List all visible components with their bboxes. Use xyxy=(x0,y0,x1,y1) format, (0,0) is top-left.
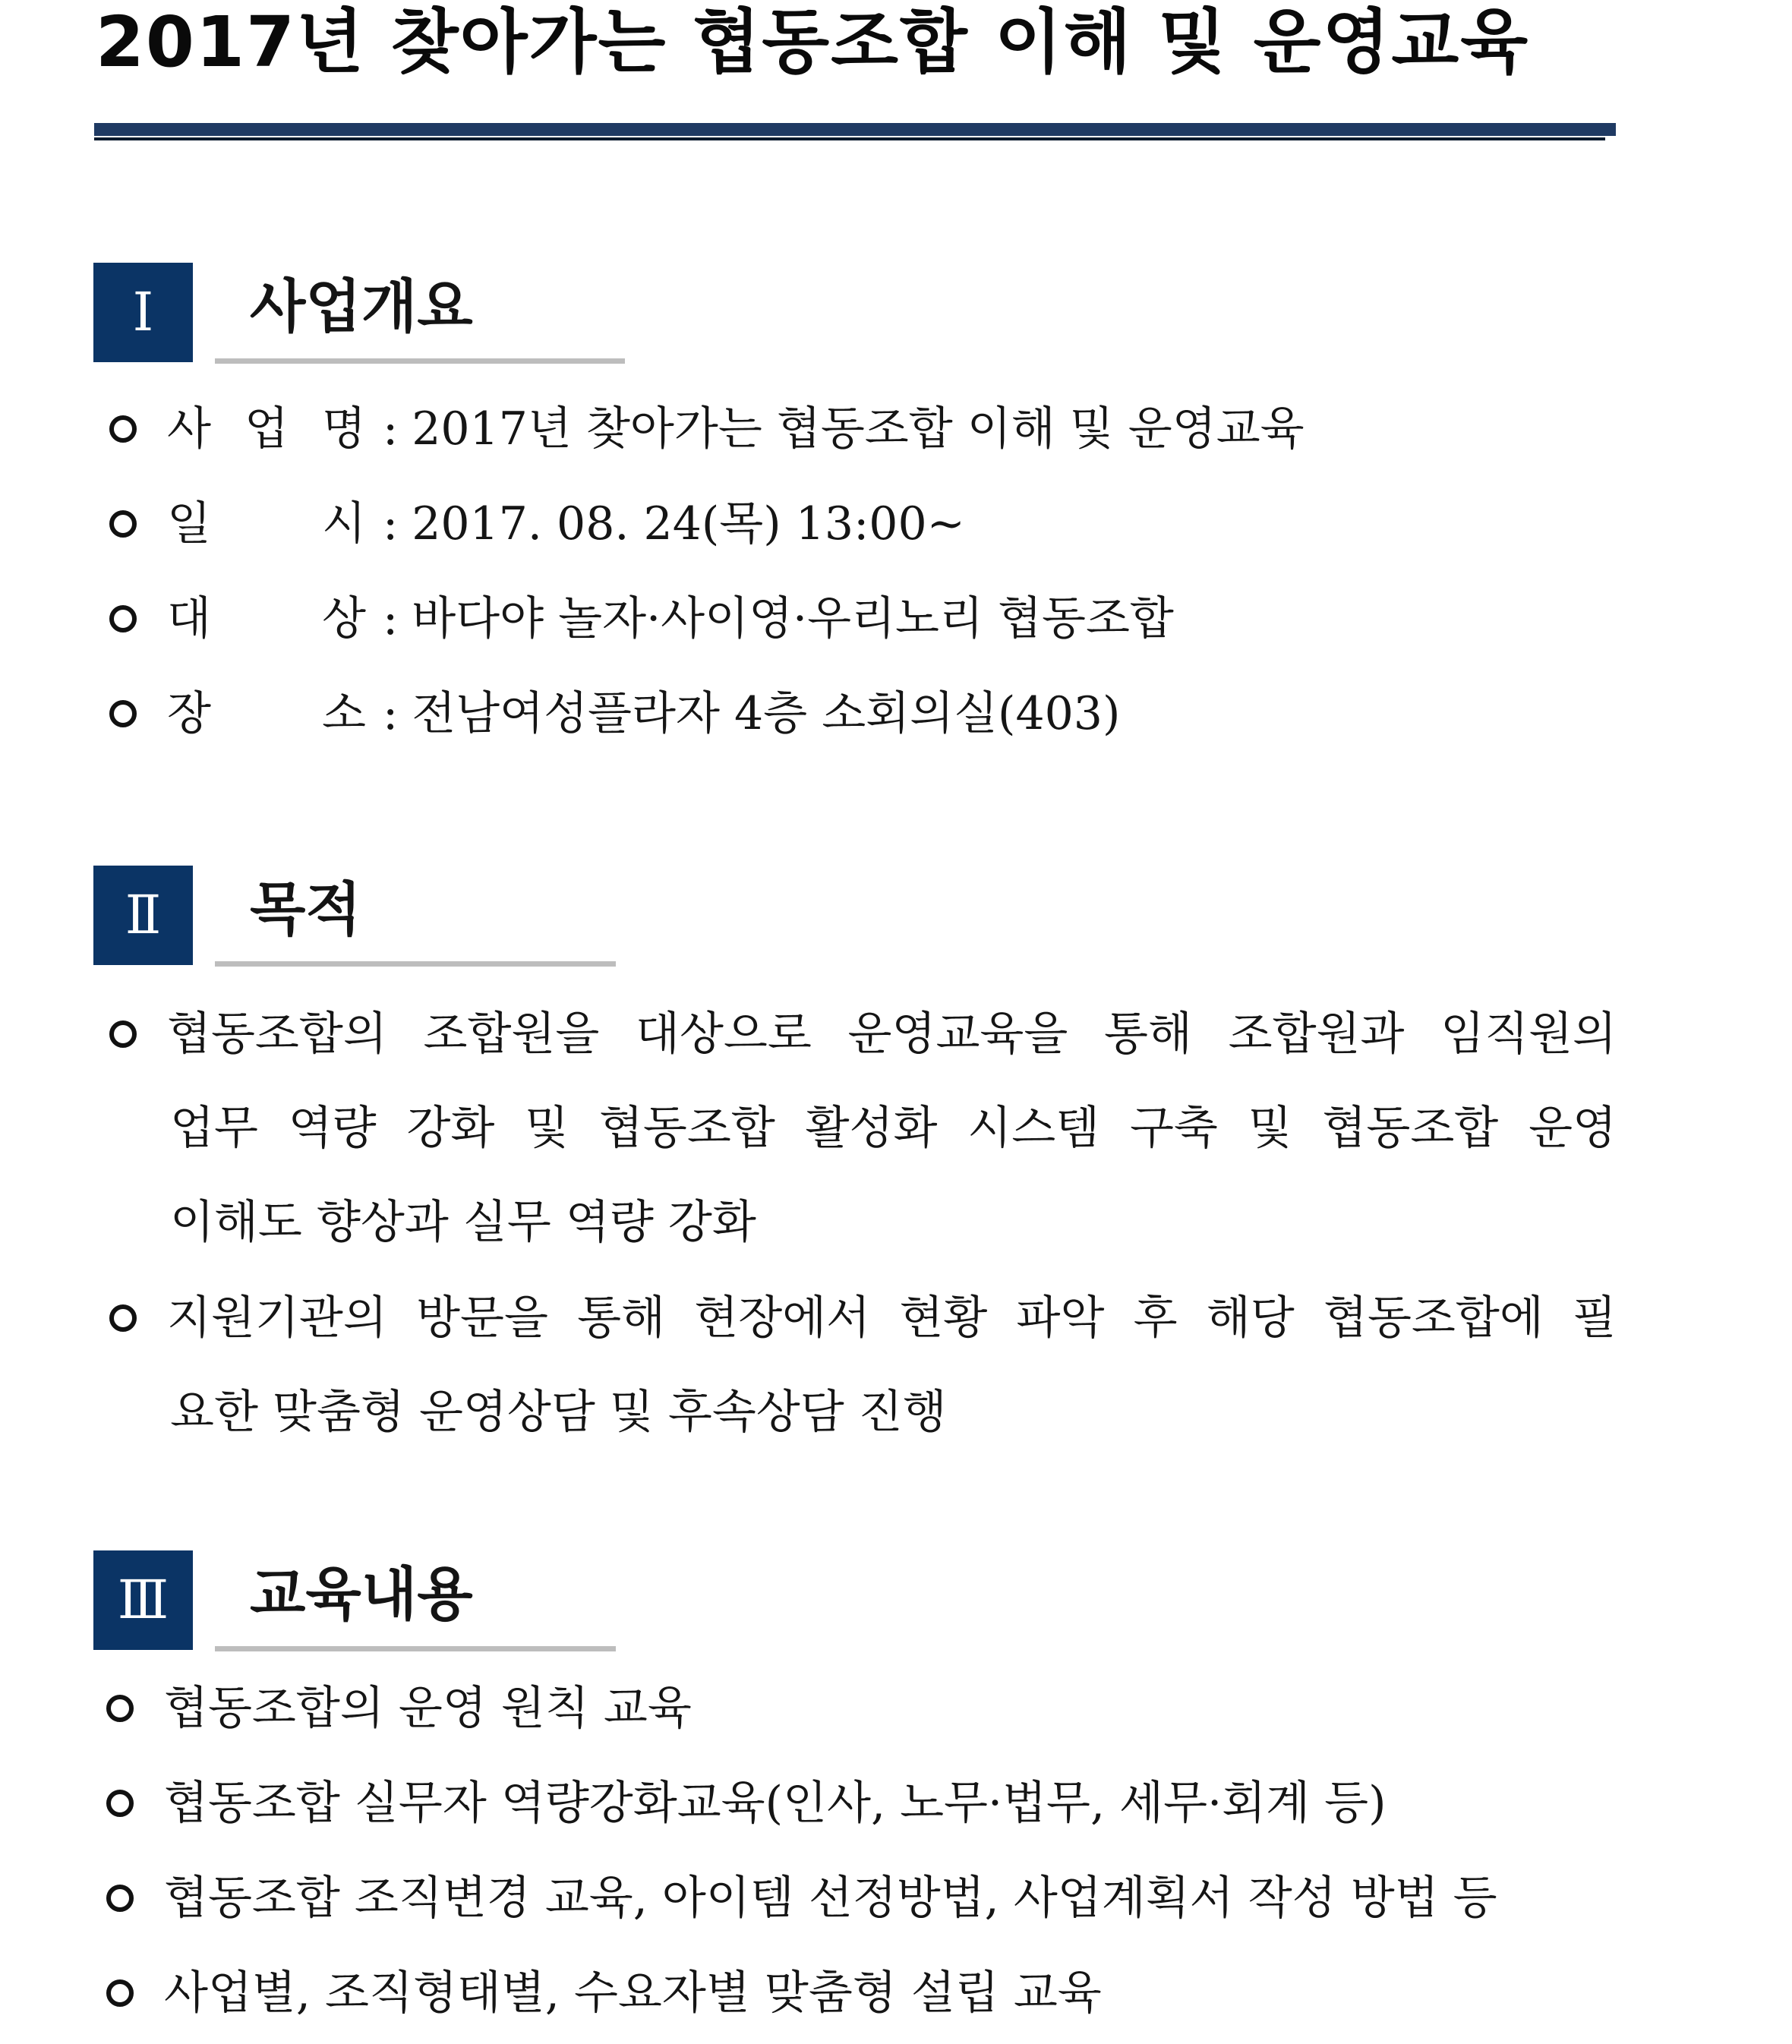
content-list-item: 협동조합의 운영 원칙 교육 xyxy=(106,1667,692,1750)
circle-bullet-icon xyxy=(106,1790,134,1817)
section-title: 교육내용 xyxy=(250,1560,473,1628)
purpose-paragraph: 협동조합의 조합원을 대상으로 운영교육을 통해 조합원과 임직원의 업무 역량 강화 및 협동조합 활성화 시스템 구축 및 협동조합 운영 이해도 향상과 실무 역량 강화 xyxy=(109,987,1617,1270)
circle-bullet-icon xyxy=(106,1695,134,1722)
document-title: 2017년 찾아가는 협동조합 이해 및 운영교육 xyxy=(95,2,1530,83)
circle-bullet-icon xyxy=(109,415,137,443)
section-numeral: Ⅰ xyxy=(93,263,193,362)
content-list-item: 협동조합 실무자 역량강화교육(인사, 노무·법무, 세무·회계 등) xyxy=(106,1762,1387,1845)
section-underline xyxy=(215,358,625,364)
content-list-item: 협동조합 조직변경 교육, 아이템 선정방법, 사업계획서 작성 방법 등 xyxy=(106,1856,1497,1940)
title-rule-thin xyxy=(94,137,1605,140)
section-numeral: Ⅱ xyxy=(93,866,193,965)
section-underline xyxy=(215,1646,616,1651)
section-underline xyxy=(215,961,616,967)
circle-bullet-icon xyxy=(106,1885,134,1912)
circle-bullet-icon xyxy=(109,510,137,538)
section-content-header xyxy=(93,1550,1688,1652)
purpose-paragraph: 지원기관의 방문을 통해 현장에서 현황 파악 후 해당 협동조합에 필 요한 맞춤형 운영상담 및 후속상담 진행 xyxy=(109,1271,1617,1459)
circle-bullet-icon xyxy=(106,1979,134,2007)
section-title: 사업개요 xyxy=(250,273,473,340)
circle-bullet-icon xyxy=(109,1020,137,1048)
overview-item-place: 장 소 : 전남여성플라자 4층 소회의실(403) xyxy=(109,672,1120,755)
circle-bullet-icon xyxy=(109,700,137,727)
section-overview-header xyxy=(93,263,1688,364)
overview-item-name: 사 업 명 : 2017년 찾아가는 협동조합 이해 및 운영교육 xyxy=(109,387,1305,471)
content-list-item: 사업별, 조직형태별, 수요자별 맞춤형 설립 교육 xyxy=(106,1951,1102,2035)
circle-bullet-icon xyxy=(109,1304,137,1332)
overview-item-target: 대 상 : 바다야 놀자·사이영·우리노리 협동조합 xyxy=(109,577,1174,661)
section-purpose-header xyxy=(93,866,1688,967)
overview-item-date: 일 시 : 2017. 08. 24(목) 13:00~ xyxy=(109,482,965,566)
circle-bullet-icon xyxy=(109,605,137,632)
section-title: 목적 xyxy=(250,875,361,943)
title-rule-thick xyxy=(94,123,1616,136)
section-numeral: Ⅲ xyxy=(93,1550,193,1650)
